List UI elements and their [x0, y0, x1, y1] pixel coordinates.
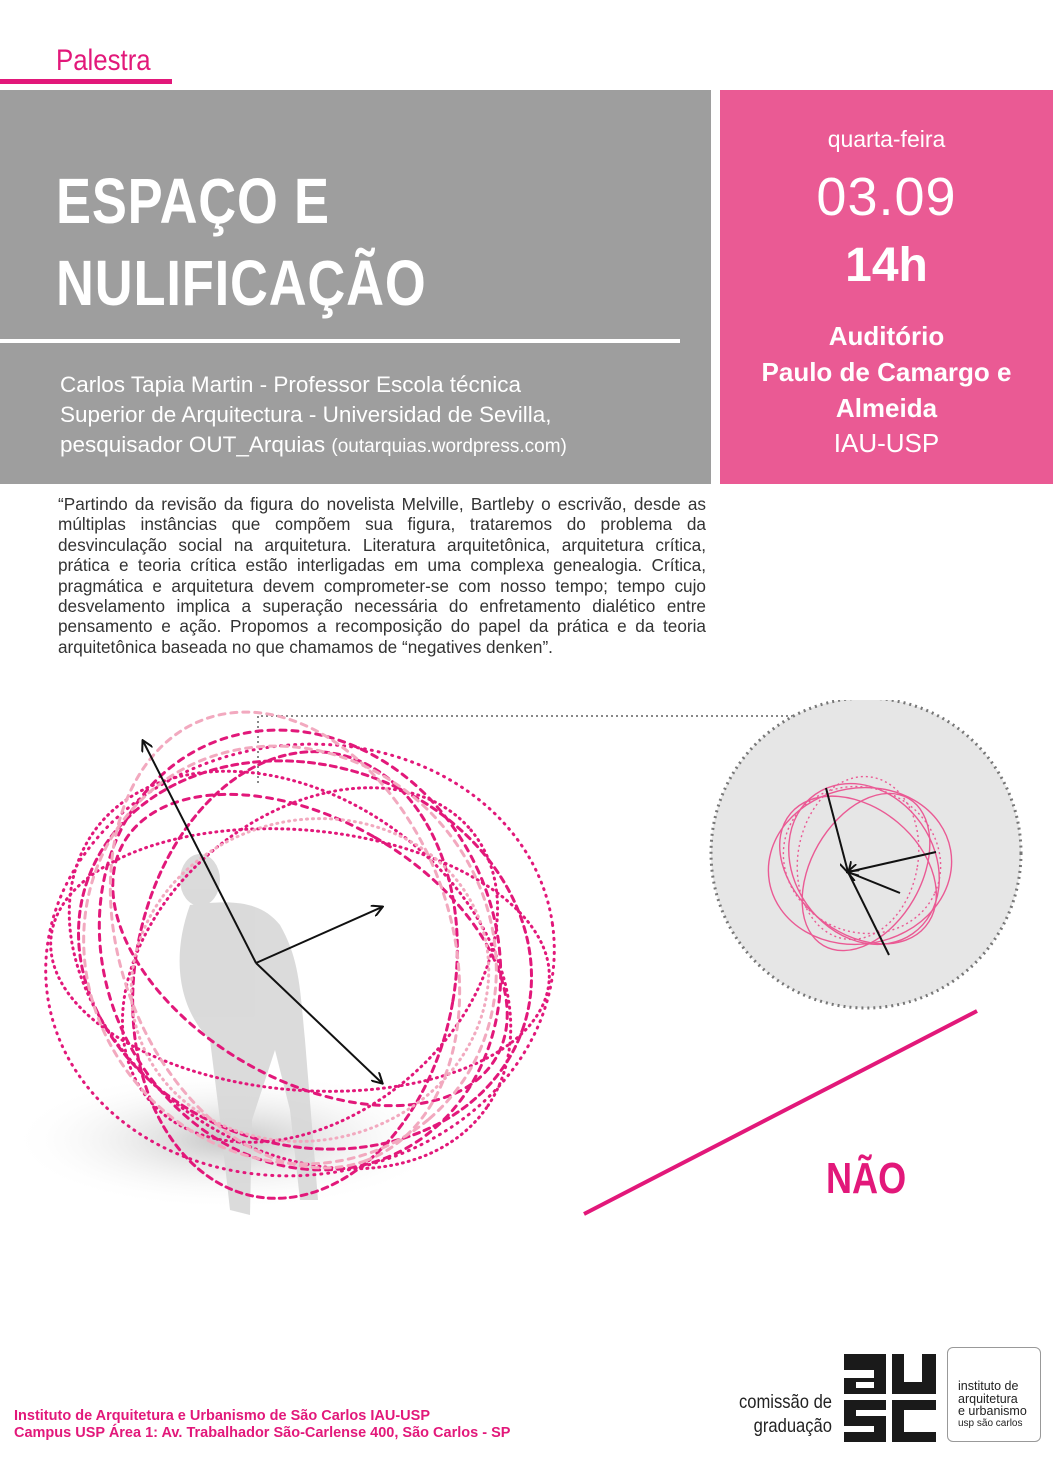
- venue-line-3: Almeida: [835, 393, 938, 423]
- comissao-line-2: graduação: [753, 1415, 832, 1437]
- header-rule: [0, 79, 172, 84]
- iau-line-1: instituto de: [958, 1379, 1019, 1393]
- iau-logo-text: [958, 1380, 1048, 1430]
- pink-slash: [584, 1011, 977, 1214]
- event-institution: IAU-USP: [833, 428, 940, 458]
- event-time: 14h: [845, 239, 928, 292]
- speaker-info: [60, 370, 700, 462]
- comissao-line-1: comissão de: [738, 1391, 832, 1413]
- comissao-logo-text: [737, 1390, 832, 1438]
- speaker-website: (outarquias.wordpress.com): [331, 436, 567, 457]
- speaker-line-3: [60, 430, 700, 462]
- event-venue: [720, 318, 1053, 426]
- event-weekday: quarta-feira: [827, 126, 946, 152]
- title-line-2: NULIFICAÇÃO: [56, 247, 427, 319]
- footer-institution: Instituto de Arquitetura e Urbanismo de São Carlos IAU-USP: [14, 1408, 430, 1424]
- iau-line-2: arquitetura: [958, 1391, 1018, 1406]
- zoom-circle: [711, 700, 1021, 1008]
- speaker-line-2: Superior de Arquitectura - Universidad de Sevilla,: [60, 402, 552, 427]
- event-date: 03.09: [816, 167, 957, 227]
- footer-address: Campus USP Área 1: Av. Trabalhador São-Carlense 400, São Carlos - SP: [14, 1425, 511, 1441]
- speaker-affiliation: pesquisador OUT_Arquias: [60, 432, 332, 457]
- event-type-label: Palestra: [56, 44, 151, 77]
- poster-title: [56, 160, 581, 324]
- speaker-line-1: Carlos Tapia Martin - Professor Escola técnica: [60, 372, 522, 397]
- venue-line-2: Paulo de Camargo e: [761, 357, 1012, 387]
- abstract-text: “Partindo da revisão da figura do novelista Melville, Bartleby o escrivão, desde as múltiplas instâncias que compõem sua figura, trataremos do problema da desvinculação social na arquitetura. Literatura arquitetônica, arquitetura crítica, prática e teoria crítica estão interligadas em uma complexa genealogia. Crítica, pragmática e arquitetura devem comprometer-se com nosso tempo; tempo cujo desvelamento implica a superação necessária do enfretamento dialético entre pensamento e ação. Propomos a recomposição do papel da prática e da teoria arquitetônica baseada no que chamamos de “negatives denken”.: [58, 494, 706, 657]
- title-line-1: ESPAÇO E: [56, 165, 330, 237]
- au-logo-mark: [842, 1350, 938, 1444]
- iau-line-4: usp são carlos: [958, 1417, 1023, 1429]
- nao-caption: NÃO: [826, 1154, 907, 1203]
- venue-line-1: Auditório: [828, 321, 945, 351]
- title-rule: [0, 339, 680, 343]
- iau-line-3: e urbanismo: [958, 1404, 1027, 1418]
